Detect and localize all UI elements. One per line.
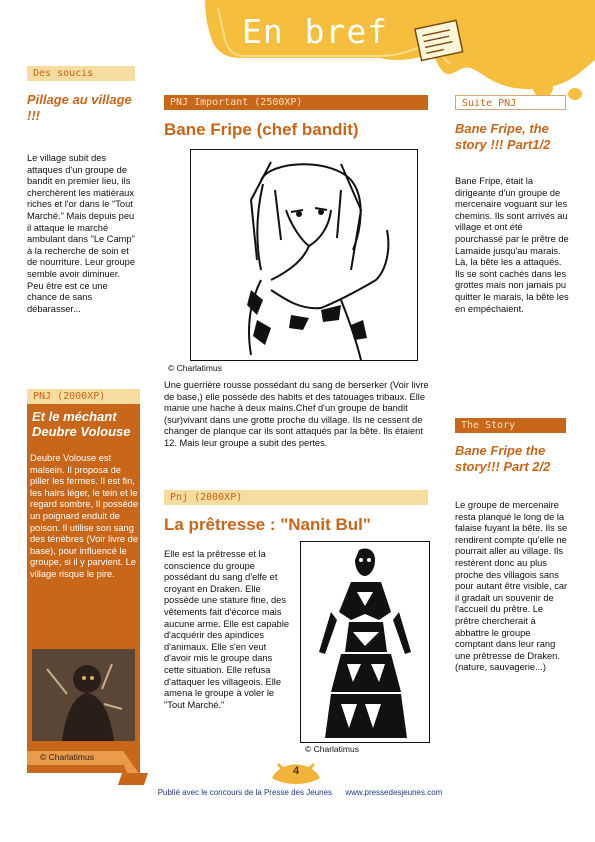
story-part2-title: Bane Fripe the story!!! Part 2/2: [455, 443, 551, 474]
pretresse-text: Elle est la prêtresse et la conscience du groupe possédant du sang d'elfe et croyant en Draken. Elle possède une stature fine, des vêtements fait d'écorce mais aucune arme. Elle est capable d'acquérir des apindices d'animaux. Elle s'en veut d'avoir mis le groupe dans cette situation. Elle refusa d'attaquer les villageois. Elle amena le groupe à voler le "Tout Marché.": [164, 549, 290, 710]
bane-fripe-credit: © Charlatimus: [168, 363, 222, 373]
footer-url[interactable]: www.pressedesjeunes.com: [345, 788, 443, 797]
sidebar-title-deubre: Et le méchant Deubre Volouse: [32, 409, 131, 439]
tag-pnj-pretresse: Pnj (2000XP): [164, 490, 428, 505]
tag-suite-pnj: Suite PNJ: [455, 95, 566, 110]
bane-fripe-title: Bane Fripe (chef bandit): [164, 120, 359, 139]
story-part2-text: Le groupe de mercenaire resta planqué le long de la falaise fuyant la bête. Ils se rendirent compte qu'elle ne pourrait aller au village. Ils restèrent donc au plus proche des villagois sans pour autant être visible, car il gradait un souvenir de l'accueil du prêtre. Le prêtre chercherait à abbattre le groupe comptant dans leur rang une prêtresse de Draken. (nature, sauvagerie...): [455, 500, 568, 673]
sidebar-box-deubre: [27, 389, 140, 773]
story-part1-title: Bane Fripe, the story !!! Part1/2: [455, 121, 551, 152]
article-title-pillage: Pillage au village !!!: [27, 92, 132, 123]
footer-text: Publié avec le concours de la Presse des Jeunes: [157, 788, 333, 797]
story-part1-text: Bane Fripe, était la dirigeante d'un groupe de mercenaire voguant sur les chemins. Ils sont arrivés au village et ont été pourchassé par le prêtre de Lamaide jusqu'au marais. Là, la bête les a attaqués. Ils se sont cachés dans les grottes mais non jamais pu quitter le marais, la bête les en empéchaient.: [455, 176, 569, 314]
pretresse-credit: © Charlatimus: [305, 744, 359, 754]
tag-des-soucis: Des soucis: [27, 66, 135, 81]
footer-line: [140, 788, 460, 797]
page-number: 4: [292, 765, 300, 777]
tag-pnj-important: PNJ Important (2500XP): [164, 95, 428, 110]
article-text-pillage: Le village subit des attaques d'un groupe de bandit en premier lieu, ils cherchèrent les matièraux riches et l'or dans le "Tout Marché." Mais depuis peu il attaque le marché ambulant dans "Le Camp" à la recherche de soin et de nourriture. Leur groupe semble avoir diminuer. Peu être est ce une chance de sans débarasser...: [27, 153, 136, 314]
pretresse-title: La prêtresse : "Nanit Bul": [164, 515, 371, 534]
tag-pnj-deubre: PNJ (2000XP): [27, 389, 140, 404]
header-title: En bref: [242, 12, 389, 51]
bane-fripe-text: Une guerrière rousse possédant du sang de berserker (Voir livre de base,) elle posséde des habits et des tatouages tribaux. Elle manie une hache à deux mains.Chef d'un groupe de bandit (sur)vivant dans une grotte proche du village. Ils ne cessent de changer de planque car ils sont attaqués par la bête. Ils étaient 12. Mais leur groupe a subit des pertes.: [164, 380, 429, 448]
sidebar-text-deubre: Deubre Volouse est malsein. Il proposa de piller les fermes. Il est fin, les hairs léger, le tein et le regard sombre, Il posséde un poignard enduit de poison. Il utilise son sang des ténèbres (Voir livre de base), pour influencé le groupe, si il y parvient. Le village risque le pire.: [30, 453, 139, 579]
priestess-sketch-image: [301, 542, 429, 742]
deubre-illustration: [32, 649, 135, 741]
deubre-box-corner: [118, 751, 150, 785]
notepad-icon: [412, 18, 470, 64]
bane-fripe-portrait: [190, 149, 418, 361]
deubre-credit: © Charlatimus: [40, 752, 94, 762]
pretresse-portrait: [300, 541, 430, 743]
tag-the-story: The Story: [455, 418, 566, 433]
warrior-sketch-image: [191, 150, 417, 360]
dark-figure-image: [32, 649, 135, 741]
